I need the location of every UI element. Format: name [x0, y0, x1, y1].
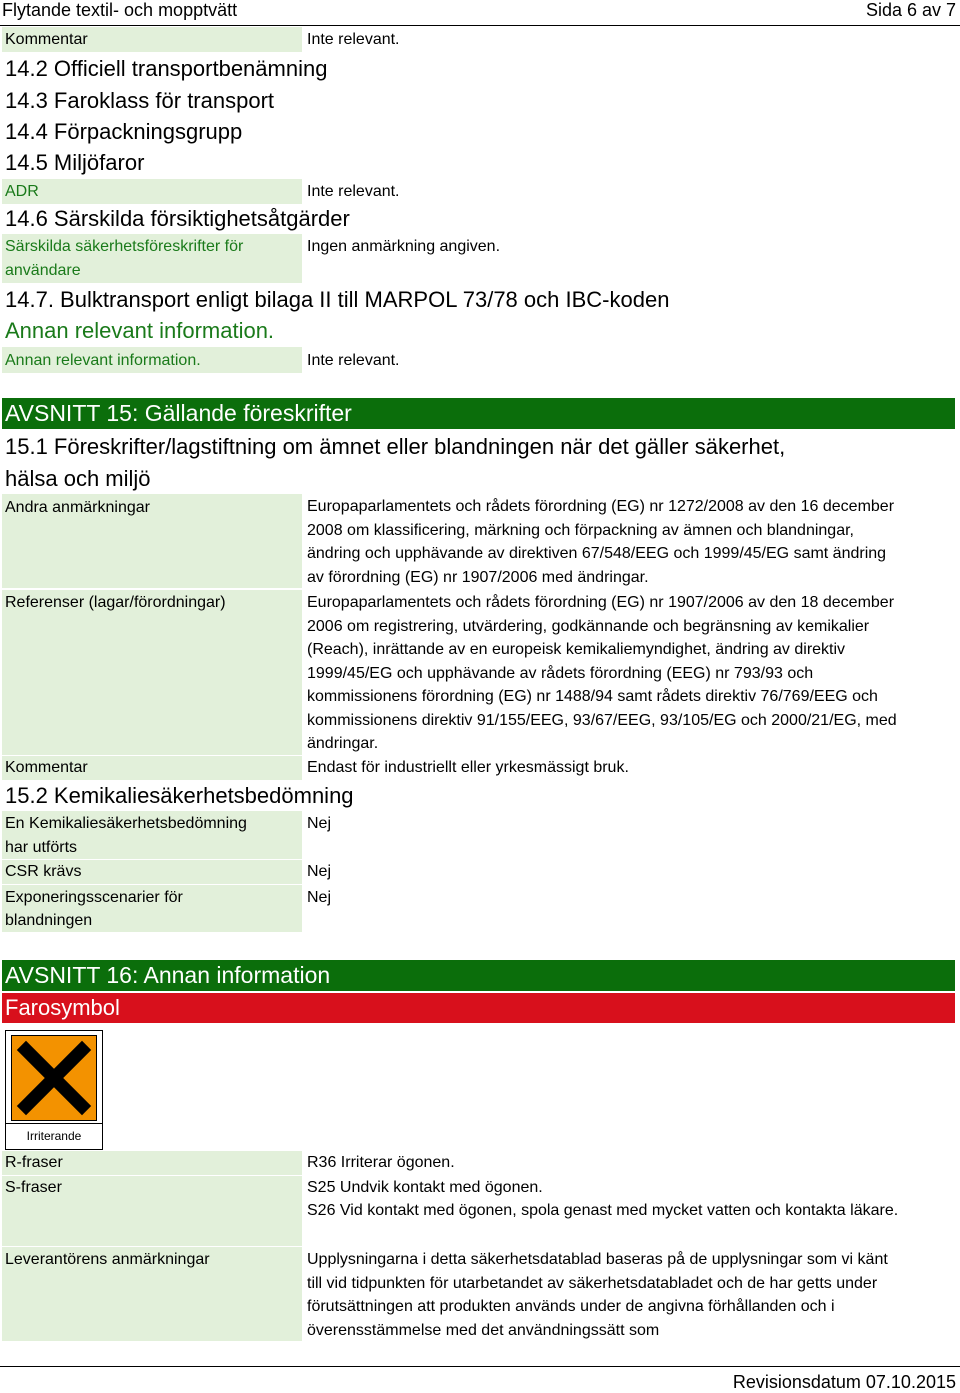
exp-value: Nej — [307, 889, 332, 906]
s-phrases-value-1: S25 Undvik kontakt med ögonen. — [307, 1179, 543, 1196]
s15-kommentar-value: Endast för industriellt eller yrkesmässigt bruk. — [307, 759, 629, 776]
heading-14-2: 14.2 Officiell transportbenämning — [5, 56, 328, 81]
hazard-symbol — [5, 1030, 103, 1150]
s15-kommentar-label: Kommentar — [5, 759, 88, 776]
ref-label-bg — [2, 590, 302, 755]
farosymbol-title: Farosymbol — [2, 993, 955, 1023]
heading-14-6: 14.6 Särskilda försiktighetsåtgärder — [5, 206, 350, 231]
supplier-remarks-label: Leverantörens anmärkningar — [5, 1251, 210, 1268]
heading-14-4: 14.4 Förpackningsgrupp — [5, 119, 243, 144]
supplier-remarks-value: Upplysningarna i detta säkerhetsdatablad baseras på de upplysningar som vi känt till vid tidpunkten för utarbetandet av säkerhetsdatabladet och de har getts under förutsättningen att produkten används under de angivna förhållanden och i överensstämmelse med det användningssätt som — [307, 1251, 888, 1339]
header-divider — [0, 25, 960, 26]
document-product-name: Flytande textil- och mopptvätt — [2, 0, 238, 20]
s-phrases-label: S-fraser — [5, 1179, 62, 1196]
exp-label-2: blandningen — [5, 912, 93, 929]
special-precautions-label-1: Särskilda säkerhetsföreskrifter för — [5, 238, 244, 255]
other-info-heading: Annan relevant information. — [5, 318, 275, 343]
kommentar-value: Inte relevant. — [307, 31, 400, 48]
irritant-x-icon — [11, 1035, 97, 1121]
special-precautions-value: Ingen anmärkning angiven. — [307, 238, 501, 255]
other-info-value: Inte relevant. — [307, 352, 400, 369]
exp-label-1: Exponeringsscenarier för — [5, 889, 183, 906]
heading-14-5: 14.5 Miljöfaror — [5, 150, 145, 175]
other-info-label: Annan relevant information. — [5, 352, 201, 369]
csa-label-1: En Kemikaliesäkerhetsbedömning — [5, 815, 247, 832]
footer-divider — [0, 1366, 960, 1367]
s-phrases-value-2: S26 Vid kontakt med ögonen, spola genast med mycket vatten och kontakta läkare. — [307, 1202, 899, 1219]
r-phrases-label: R-fraser — [5, 1154, 63, 1171]
page-number: Sida 6 av 7 — [865, 0, 956, 20]
adr-value: Inte relevant. — [307, 183, 400, 200]
revision-date: Revisionsdatum 07.10.2015 — [732, 1372, 956, 1392]
heading-14-7: 14.7. Bulktransport enligt bilaga II till MARPOL 73/78 och IBC-koden — [5, 287, 670, 312]
r-phrases-value: R36 Irriterar ögonen. — [307, 1154, 455, 1171]
csr-value: Nej — [307, 863, 332, 880]
heading-15-2: 15.2 Kemikaliesäkerhetsbedömning — [5, 783, 354, 808]
ref-label: Referenser (lagar/förordningar) — [5, 594, 226, 611]
hazard-symbol-caption: Irriterande — [6, 1123, 102, 1150]
adr-label: ADR — [5, 183, 39, 200]
ref-value: Europaparlamentets och rådets förordning (EG) nr 1907/2006 av den 18 december 2006 om registrering, utvärdering, godkännande och begränsning av kemikalier (Reach), inrättande av en europeisk kemikaliemyndighet, ändring av direktiv 1999/45/EG och upphävande av rådets förordning (EEG) nr 793/93 och kommissionens förordning (EG) nr 1488/94 samt rådets direktiv 76/769/EEG och kommissionens direktiv 91/155/EEG, 93/67/EEG, 93/105/EG och 2000/21/EG, med ändringar. — [307, 594, 897, 752]
section-16-title: AVSNITT 16: Annan information — [2, 960, 955, 991]
heading-14-3: 14.3 Faroklass för transport — [5, 88, 275, 113]
adr-label-bg — [2, 179, 302, 204]
andra-label: Andra anmärkningar — [5, 499, 150, 516]
kommentar-label: Kommentar — [5, 31, 88, 48]
section-15-title: AVSNITT 15: Gällande föreskrifter — [2, 398, 955, 429]
csr-label: CSR krävs — [5, 863, 82, 880]
andra-value: Europaparlamentets och rådets förordning (EG) nr 1272/2008 av den 16 december 2008 om klassificering, märkning och förpackning av ämnen och blandningar, ändring och upphävande av direktiven 67/548/EEG och 1999/45/EG samt ändring av förordning (EG) nr 1907/2006 med ändringar. — [307, 498, 895, 586]
csa-label-2: har utförts — [5, 839, 78, 856]
heading-15-1-line2: hälsa och miljö — [5, 466, 151, 491]
heading-15-1-line1: 15.1 Föreskrifter/lagstiftning om ämnet eller blandningen när det gäller säkerhet, — [5, 434, 786, 459]
csa-value: Nej — [307, 815, 332, 832]
special-precautions-label-2: användare — [5, 262, 81, 279]
